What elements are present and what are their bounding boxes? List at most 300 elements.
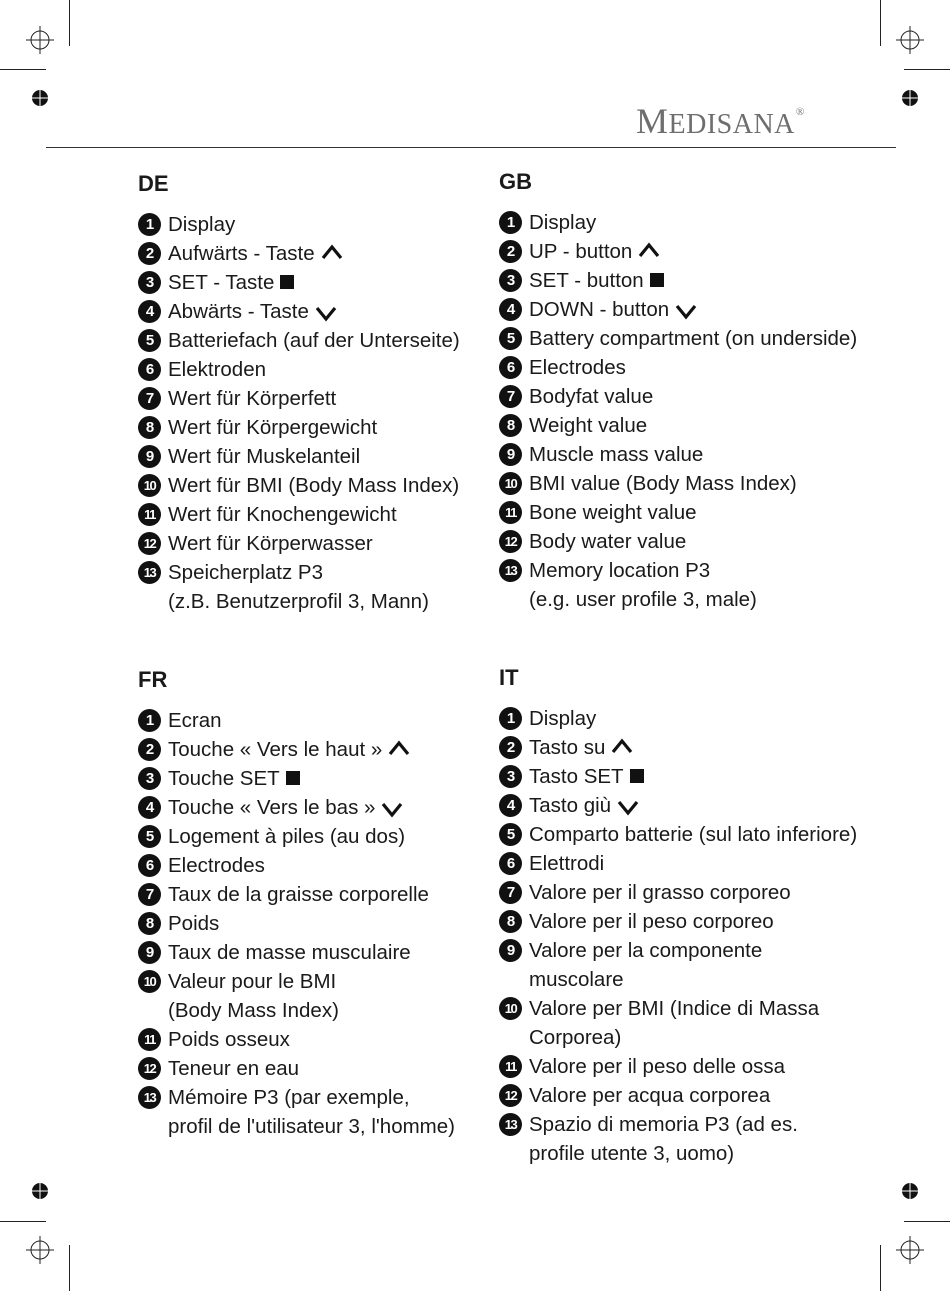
item-text-line — [529, 411, 879, 440]
item-text-line — [529, 353, 879, 382]
item-number-badge: 9 — [499, 939, 522, 962]
item-label: Abwärts - Taste — [168, 300, 309, 323]
item-number-badge: 12 — [138, 1057, 161, 1080]
list-item — [499, 411, 879, 440]
list-item — [138, 822, 518, 851]
item-text — [168, 1083, 518, 1141]
item-label: profil de l'utilisateur 3, l'homme) — [168, 1115, 455, 1138]
item-number-badge: 7 — [138, 387, 161, 410]
item-label: Corporea) — [529, 1026, 622, 1049]
list-item — [499, 907, 879, 936]
list-item — [138, 558, 518, 616]
item-text-line — [529, 820, 879, 849]
list-item — [499, 440, 879, 469]
list-item — [138, 880, 518, 909]
item-label: Muscle mass value — [529, 443, 704, 466]
item-text — [168, 706, 518, 735]
item-number-badge: 3 — [138, 271, 161, 294]
item-text-line — [168, 297, 518, 326]
item-label: Tasto su — [529, 736, 606, 759]
list-item — [138, 1083, 518, 1141]
item-label: Wert für Körpergewicht — [168, 416, 378, 439]
caret-down-icon — [381, 802, 403, 818]
item-number-badge: 13 — [138, 1086, 161, 1109]
item-label: Display — [529, 211, 597, 234]
item-text-line — [529, 324, 879, 353]
item-text — [529, 733, 879, 762]
item-text-line — [529, 266, 879, 295]
item-label: profile utente 3, uomo) — [529, 1142, 735, 1165]
item-label: Valeur pour le BMI — [168, 970, 337, 993]
item-label: Touche SET — [168, 767, 280, 790]
item-text-line — [529, 295, 879, 324]
item-label: Elektroden — [168, 358, 267, 381]
item-text — [168, 413, 518, 442]
item-text — [529, 382, 879, 411]
item-text-line — [168, 706, 518, 735]
item-text-line — [529, 907, 879, 936]
item-text-line — [168, 442, 518, 471]
item-label: Wert für Körperwasser — [168, 532, 373, 555]
item-text — [168, 1054, 518, 1083]
item-number-badge: 9 — [138, 445, 161, 468]
registration-target-icon — [26, 26, 54, 54]
section-heading: FR — [138, 667, 168, 692]
item-text — [168, 735, 518, 764]
item-label: Wert für Knochengewicht — [168, 503, 397, 526]
item-text — [168, 471, 518, 500]
item-text-line — [529, 849, 879, 878]
list-item — [499, 382, 879, 411]
item-number-badge: 5 — [138, 329, 161, 352]
item-text — [529, 469, 879, 498]
item-number-badge: 3 — [138, 767, 161, 790]
item-text-line — [529, 237, 879, 266]
item-text-line — [168, 1054, 518, 1083]
section-heading: GB — [499, 169, 532, 194]
item-text-line — [168, 996, 518, 1025]
item-number-badge: 6 — [499, 852, 522, 875]
section-gb — [499, 168, 879, 614]
item-text-line — [529, 936, 879, 965]
list-item — [499, 498, 879, 527]
item-text — [168, 822, 518, 851]
item-label: Wert für Körperfett — [168, 387, 337, 410]
item-label: Wert für Muskelanteil — [168, 445, 361, 468]
list-item — [499, 469, 879, 498]
item-label: Valore per acqua corporea — [529, 1084, 771, 1107]
item-number-badge: 8 — [138, 416, 161, 439]
item-text — [529, 762, 879, 791]
caret-down-icon — [617, 800, 639, 816]
item-text — [529, 411, 879, 440]
item-label: Touche « Vers le bas » — [168, 796, 376, 819]
caret-down-icon — [315, 306, 337, 322]
list-item — [138, 239, 518, 268]
crop-mark-bottom-left-horizontal — [0, 1221, 46, 1222]
item-text — [529, 556, 879, 614]
registration-target-icon — [26, 1236, 54, 1264]
list-item — [499, 849, 879, 878]
item-text-line — [529, 585, 879, 614]
item-label: Poids osseux — [168, 1028, 290, 1051]
item-label: SET - Taste — [168, 271, 275, 294]
crop-mark-top-left-horizontal — [0, 69, 46, 70]
item-text — [168, 239, 518, 268]
item-number-badge: 6 — [138, 358, 161, 381]
item-label: Tasto SET — [529, 765, 624, 788]
item-text-line — [168, 413, 518, 442]
item-label: Electrodes — [168, 854, 265, 877]
item-text-line — [168, 1025, 518, 1054]
list-item — [499, 762, 879, 791]
item-text-line — [529, 1110, 879, 1139]
list-item — [499, 353, 879, 382]
item-text-line — [529, 469, 879, 498]
item-label: Valore per il peso delle ossa — [529, 1055, 786, 1078]
list-item — [499, 1081, 879, 1110]
item-text — [529, 295, 879, 324]
item-text-line — [529, 208, 879, 237]
item-number-badge: 6 — [499, 356, 522, 379]
item-number-badge: 10 — [499, 997, 522, 1020]
item-text-line — [168, 967, 518, 996]
list-item — [499, 527, 879, 556]
section-fr — [138, 666, 518, 1141]
item-number-badge: 13 — [499, 1113, 522, 1136]
item-label: Valore per la componente — [529, 939, 763, 962]
list-item — [138, 967, 518, 1025]
item-label: (z.B. Benutzerprofil 3, Mann) — [168, 590, 429, 613]
list-item — [499, 266, 879, 295]
item-text-line — [168, 938, 518, 967]
item-number-badge: 3 — [499, 765, 522, 788]
item-number-badge: 7 — [138, 883, 161, 906]
item-number-badge: 4 — [138, 796, 161, 819]
list-item — [138, 268, 518, 297]
item-text — [168, 851, 518, 880]
list-item — [138, 706, 518, 735]
item-label: Battery compartment (on underside) — [529, 327, 858, 350]
item-text-line — [168, 268, 518, 297]
item-text-line — [529, 994, 879, 1023]
item-text — [168, 967, 518, 1025]
item-number-badge: 1 — [138, 709, 161, 732]
item-label: Touche « Vers le haut » — [168, 738, 383, 761]
item-text-line — [168, 735, 518, 764]
list-item — [499, 556, 879, 614]
item-text — [529, 849, 879, 878]
square-icon — [630, 769, 644, 783]
list-item — [138, 326, 518, 355]
list-item — [499, 208, 879, 237]
item-number-badge: 4 — [499, 794, 522, 817]
item-label: muscolare — [529, 968, 624, 991]
section-de — [138, 170, 518, 616]
item-text — [168, 764, 518, 793]
item-text — [529, 237, 879, 266]
item-text — [529, 353, 879, 382]
item-text — [168, 558, 518, 616]
item-number-badge: 8 — [499, 910, 522, 933]
item-text-line — [529, 965, 879, 994]
item-text-line — [529, 762, 879, 791]
item-text — [168, 326, 518, 355]
registration-dot-icon — [30, 88, 50, 108]
registration-dot-icon — [900, 1181, 920, 1201]
list-item — [138, 909, 518, 938]
item-number-badge: 8 — [138, 912, 161, 935]
list-item — [138, 442, 518, 471]
square-icon — [286, 771, 300, 785]
item-number-badge: 5 — [499, 823, 522, 846]
item-number-badge: 11 — [138, 503, 161, 526]
item-text-line — [168, 1112, 518, 1141]
item-text-line — [168, 909, 518, 938]
list-item — [499, 733, 879, 762]
caret-down-icon — [675, 304, 697, 320]
item-text — [168, 793, 518, 822]
item-number-badge: 8 — [499, 414, 522, 437]
item-label: Speicherplatz P3 — [168, 561, 323, 584]
item-text-line — [529, 440, 879, 469]
item-number-badge: 1 — [499, 707, 522, 730]
item-label: Body water value — [529, 530, 687, 553]
item-label: DOWN - button — [529, 298, 670, 321]
list-item — [138, 384, 518, 413]
item-label: Poids — [168, 912, 220, 935]
item-label: Display — [529, 707, 597, 730]
item-text — [168, 210, 518, 239]
item-number-badge: 11 — [499, 1055, 522, 1078]
item-number-badge: 10 — [499, 472, 522, 495]
item-text-line — [529, 878, 879, 907]
item-number-badge: 6 — [138, 854, 161, 877]
item-text — [529, 266, 879, 295]
item-text-line — [168, 822, 518, 851]
item-text-line — [529, 498, 879, 527]
item-text — [529, 1110, 879, 1168]
item-label: Bodyfat value — [529, 385, 654, 408]
caret-up-icon — [638, 242, 660, 258]
item-text — [529, 791, 879, 820]
list-item — [138, 1025, 518, 1054]
item-text — [529, 907, 879, 936]
item-text — [529, 936, 879, 994]
item-label: Comparto batterie (sul lato inferiore) — [529, 823, 858, 846]
item-text-line — [529, 791, 879, 820]
item-number-badge: 11 — [138, 1028, 161, 1051]
section-heading: IT — [499, 665, 519, 690]
crop-mark-bottom-right-horizontal — [904, 1221, 950, 1222]
item-text — [168, 355, 518, 384]
list-item — [138, 938, 518, 967]
item-text — [168, 384, 518, 413]
item-label: (Body Mass Index) — [168, 999, 339, 1022]
caret-up-icon — [388, 740, 410, 756]
brand-logo: MEDISANA® — [636, 101, 805, 141]
list-item — [499, 1110, 879, 1168]
item-number-badge: 4 — [499, 298, 522, 321]
item-label: Batteriefach (auf der Unterseite) — [168, 329, 460, 352]
item-label: Mémoire P3 (par exemple, — [168, 1086, 410, 1109]
item-text-line — [529, 382, 879, 411]
item-text — [529, 704, 879, 733]
item-number-badge: 7 — [499, 385, 522, 408]
item-number-badge: 4 — [138, 300, 161, 323]
item-text-line — [529, 556, 879, 585]
item-text — [529, 208, 879, 237]
list-item — [499, 324, 879, 353]
item-number-badge: 12 — [499, 1084, 522, 1107]
item-text — [529, 878, 879, 907]
registration-target-icon — [896, 26, 924, 54]
list-item — [499, 1052, 879, 1081]
item-text-line — [529, 1052, 879, 1081]
item-label: Taux de la graisse corporelle — [168, 883, 429, 906]
crop-mark-top-right-horizontal — [904, 69, 950, 70]
list-item — [138, 1054, 518, 1083]
caret-up-icon — [611, 738, 633, 754]
item-label: Ecran — [168, 709, 222, 732]
list-item — [138, 764, 518, 793]
item-label: SET - button — [529, 269, 644, 292]
crop-mark-bottom-left-vertical — [69, 1245, 70, 1291]
item-number-badge: 10 — [138, 970, 161, 993]
section-heading: DE — [138, 171, 169, 196]
item-text-line — [529, 1081, 879, 1110]
item-text — [168, 500, 518, 529]
item-label: Valore per il grasso corporeo — [529, 881, 791, 904]
item-number-badge: 2 — [499, 736, 522, 759]
item-label: BMI value (Body Mass Index) — [529, 472, 797, 495]
list-item — [138, 471, 518, 500]
list-item — [499, 878, 879, 907]
list-item — [499, 704, 879, 733]
item-label: Valore per BMI (Indice di Massa — [529, 997, 820, 1020]
list-item — [138, 355, 518, 384]
item-label: (e.g. user profile 3, male) — [529, 588, 757, 611]
item-text-line — [168, 558, 518, 587]
item-label: Display — [168, 213, 236, 236]
item-text — [529, 527, 879, 556]
list-item — [499, 295, 879, 324]
list-item — [138, 793, 518, 822]
crop-mark-top-right-vertical — [880, 0, 881, 46]
item-text — [168, 880, 518, 909]
list-item — [138, 529, 518, 558]
list-item — [499, 791, 879, 820]
square-icon — [650, 273, 664, 287]
list-item — [499, 237, 879, 266]
item-text — [168, 1025, 518, 1054]
list-item — [138, 735, 518, 764]
list-item — [138, 297, 518, 326]
item-text-line — [529, 704, 879, 733]
item-label: Memory location P3 — [529, 559, 711, 582]
item-label: Weight value — [529, 414, 648, 437]
item-number-badge: 13 — [499, 559, 522, 582]
item-text-line — [529, 733, 879, 762]
item-label: Tasto giù — [529, 794, 612, 817]
item-number-badge: 9 — [138, 941, 161, 964]
item-number-badge: 1 — [138, 213, 161, 236]
item-text-line — [168, 210, 518, 239]
crop-mark-bottom-right-vertical — [880, 1245, 881, 1291]
item-label: UP - button — [529, 240, 633, 263]
item-number-badge: 3 — [499, 269, 522, 292]
item-text — [168, 909, 518, 938]
item-text — [529, 1052, 879, 1081]
crop-mark-top-left-vertical — [69, 0, 70, 46]
list-item — [138, 413, 518, 442]
item-text-line — [168, 355, 518, 384]
item-text-line — [529, 1139, 879, 1168]
item-text — [529, 1081, 879, 1110]
item-number-badge: 12 — [138, 532, 161, 555]
item-text — [168, 297, 518, 326]
item-number-badge: 1 — [499, 211, 522, 234]
item-text-line — [529, 527, 879, 556]
item-text — [529, 440, 879, 469]
item-label: Aufwärts - Taste — [168, 242, 315, 265]
item-text-line — [168, 500, 518, 529]
item-number-badge: 12 — [499, 530, 522, 553]
item-text-line — [168, 239, 518, 268]
item-text-line — [529, 1023, 879, 1052]
item-number-badge: 5 — [499, 327, 522, 350]
item-label: Elettrodi — [529, 852, 605, 875]
list-item — [499, 936, 879, 994]
list-item — [138, 500, 518, 529]
item-number-badge: 2 — [499, 240, 522, 263]
item-text-line — [168, 587, 518, 616]
item-text-line — [168, 384, 518, 413]
header-rule — [46, 147, 896, 148]
item-text-line — [168, 326, 518, 355]
list-item — [499, 820, 879, 849]
item-text-line — [168, 880, 518, 909]
item-text — [529, 820, 879, 849]
item-number-badge: 2 — [138, 738, 161, 761]
item-text-line — [168, 764, 518, 793]
item-label: Wert für BMI (Body Mass Index) — [168, 474, 460, 497]
item-number-badge: 10 — [138, 474, 161, 497]
item-label: Bone weight value — [529, 501, 697, 524]
item-text — [529, 498, 879, 527]
item-label: Logement à piles (au dos) — [168, 825, 406, 848]
registration-dot-icon — [30, 1181, 50, 1201]
list-item — [138, 851, 518, 880]
item-text-line — [168, 851, 518, 880]
item-text-line — [168, 529, 518, 558]
item-label: Valore per il peso corporeo — [529, 910, 774, 933]
section-it — [499, 664, 879, 1168]
list-item — [499, 994, 879, 1052]
item-number-badge: 11 — [499, 501, 522, 524]
item-text — [168, 529, 518, 558]
item-text — [529, 994, 879, 1052]
square-icon — [280, 275, 294, 289]
item-text-line — [168, 471, 518, 500]
caret-up-icon — [321, 244, 343, 260]
item-text — [168, 938, 518, 967]
item-label: Electrodes — [529, 356, 626, 379]
item-text — [168, 442, 518, 471]
item-label: Teneur en eau — [168, 1057, 300, 1080]
item-text — [529, 324, 879, 353]
item-text — [168, 268, 518, 297]
